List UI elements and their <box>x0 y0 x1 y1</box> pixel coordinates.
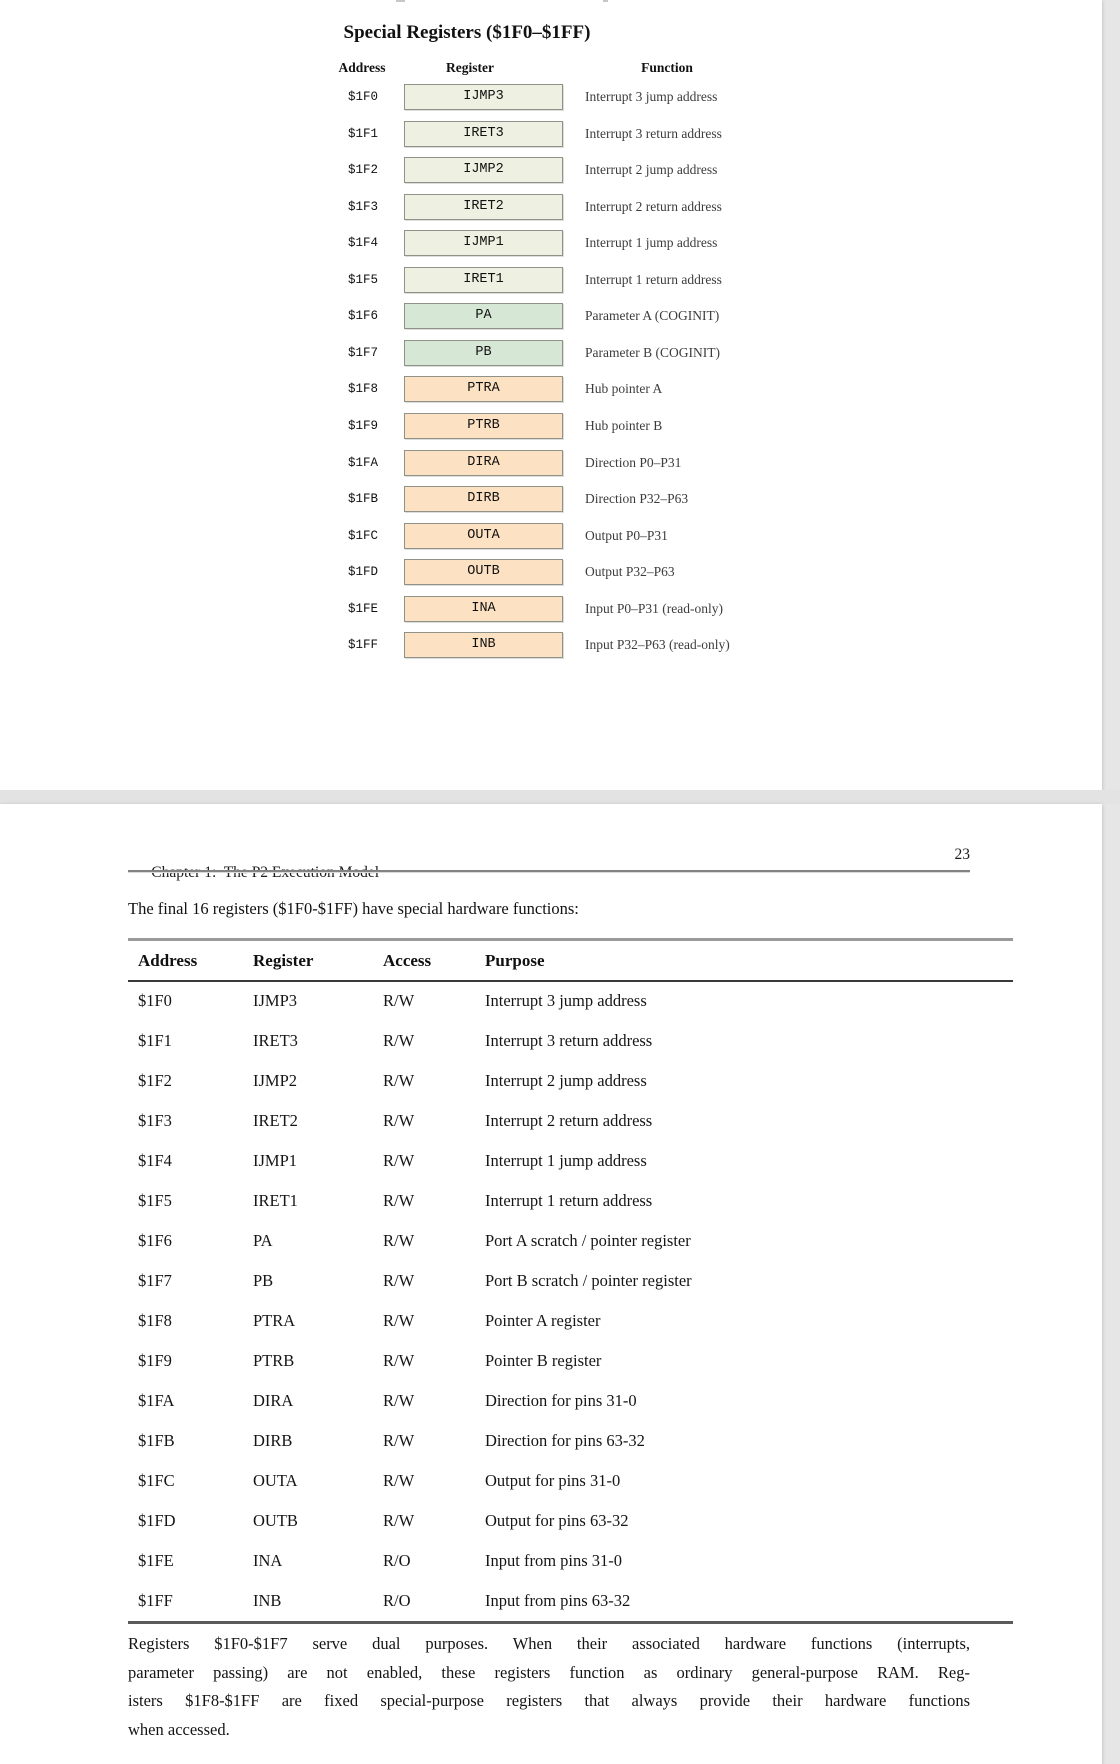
register-box: PA <box>404 303 563 329</box>
paragraph-line: when accessed. <box>128 1719 230 1739</box>
register-box: DIRA <box>404 450 563 476</box>
table-cell: $1F6 <box>138 1231 172 1250</box>
table-cell: R/W <box>383 1311 415 1330</box>
table-cell: PB <box>253 1271 274 1290</box>
table-header-access: Access <box>383 951 432 970</box>
table-row <box>128 1061 1013 1101</box>
table-cell: PTRA <box>253 1311 296 1330</box>
table-header-register: Register <box>253 951 314 970</box>
table-cell: PA <box>253 1231 273 1250</box>
table-cell: R/W <box>383 1071 415 1090</box>
register-row <box>0 559 1102 585</box>
register-function: Interrupt 3 return address <box>585 125 722 141</box>
register-diagram <box>0 84 1102 684</box>
table-cell: Interrupt 1 return address <box>485 1191 653 1210</box>
table-cell: R/W <box>383 1031 415 1050</box>
table-cell: IRET1 <box>253 1191 298 1210</box>
register-row <box>0 632 1102 658</box>
register-function: Output P32–P63 <box>585 564 675 580</box>
table-header-address: Address <box>138 951 198 970</box>
register-box: PB <box>404 340 563 366</box>
table-cell: Port B scratch / pointer register <box>485 1271 692 1290</box>
intro-sentence: The final 16 registers ($1F0-$1FF) have special hardware functions: <box>128 899 579 918</box>
register-address: $1F4 <box>347 236 378 251</box>
register-function: Hub pointer A <box>585 381 663 397</box>
register-address: $1F7 <box>347 345 378 360</box>
register-row <box>0 194 1102 220</box>
figure-column-header-address: Address <box>338 60 386 75</box>
table-cell: $1F9 <box>138 1351 172 1370</box>
paragraph-line: Registers $1F0-$1F7 serve dual purposes. When their associated hardware functions (interrupts, <box>128 1634 970 1653</box>
table-cell: $1F2 <box>138 1071 172 1090</box>
register-box: IRET3 <box>404 121 563 147</box>
table-row <box>128 1341 1013 1381</box>
table-row <box>128 1421 1013 1461</box>
table-cell: Interrupt 3 return address <box>485 1031 653 1050</box>
register-function: Parameter B (COGINIT) <box>585 344 720 360</box>
table-row <box>128 1021 1013 1061</box>
register-box: INB <box>404 632 563 658</box>
register-function: Interrupt 1 return address <box>585 271 722 287</box>
figure-column-header-function: Function <box>641 60 693 75</box>
register-address: $1FA <box>347 455 378 470</box>
figure-title: Special Registers ($1F0–$1FF) <box>343 22 591 43</box>
register-function: Input P32–P63 (read-only) <box>585 637 730 653</box>
table-cell: Port A scratch / pointer register <box>485 1231 691 1250</box>
table-cell: $1FC <box>138 1471 175 1490</box>
table-row <box>128 1541 1013 1581</box>
table-row <box>128 981 1013 1021</box>
register-function: Interrupt 2 return address <box>585 198 722 214</box>
table-cell: $1FB <box>138 1431 175 1450</box>
body-paragraph <box>128 1630 970 1744</box>
table-cell: $1F3 <box>138 1111 172 1130</box>
table-cell: R/W <box>383 1231 415 1250</box>
register-address: $1FB <box>347 492 378 506</box>
register-box: OUTB <box>404 559 563 585</box>
table-cell: Direction for pins 63-32 <box>485 1431 645 1450</box>
page-1 <box>0 0 1102 790</box>
figure-column-header-register: Register <box>446 60 494 75</box>
register-address: $1FF <box>347 638 378 653</box>
table-cell: DIRB <box>253 1431 293 1450</box>
table-cell: R/W <box>383 1471 415 1490</box>
table-cell: $1F4 <box>138 1151 172 1170</box>
table-row <box>128 1581 1013 1621</box>
table-cell: OUTB <box>253 1511 298 1530</box>
register-row <box>0 413 1102 439</box>
table-cell: $1F1 <box>138 1031 172 1050</box>
register-address: $1F3 <box>347 199 378 214</box>
table-cell: PTRB <box>253 1351 295 1370</box>
register-address: $1FC <box>347 528 378 543</box>
register-address: $1F1 <box>347 126 378 141</box>
table-cell: IRET2 <box>253 1111 298 1130</box>
register-function: Direction P32–P63 <box>585 491 689 506</box>
table-row <box>128 1501 1013 1541</box>
register-box: PTRA <box>404 376 563 402</box>
header-rule <box>128 870 970 873</box>
table-cell: R/W <box>383 1391 415 1410</box>
table-cell: Interrupt 1 jump address <box>485 1151 647 1170</box>
register-row <box>0 596 1102 622</box>
table-cell: Pointer B register <box>485 1351 602 1370</box>
table-header-purpose: Purpose <box>485 951 545 970</box>
table-cell: $1FF <box>138 1591 173 1610</box>
register-box: INA <box>404 596 563 622</box>
table-cell: R/W <box>383 1271 415 1290</box>
register-function: Output P0–P31 <box>585 527 668 543</box>
register-box: IRET2 <box>404 194 563 220</box>
register-address: $1FD <box>347 565 378 580</box>
table-cell: IJMP2 <box>253 1071 298 1090</box>
table-row <box>128 1461 1013 1501</box>
table-cell: R/W <box>383 1351 415 1370</box>
table-cell: DIRA <box>253 1391 294 1410</box>
register-function: Direction P0–P31 <box>585 454 682 470</box>
table-cell: R/W <box>383 1431 415 1450</box>
table-cell: $1FA <box>138 1391 175 1410</box>
register-row <box>0 84 1102 110</box>
register-row <box>0 267 1102 293</box>
table-cell: R/W <box>383 1151 415 1170</box>
table-cell: INA <box>253 1551 283 1570</box>
table-cell: R/W <box>383 991 415 1010</box>
page-2 <box>0 804 1102 1764</box>
register-box: PTRB <box>404 413 563 439</box>
table-cell: R/O <box>383 1591 411 1610</box>
register-function: Interrupt 1 jump address <box>585 235 718 251</box>
register-box: IJMP2 <box>404 157 563 183</box>
register-function: Interrupt 3 jump address <box>585 89 718 104</box>
table-cell: IRET3 <box>253 1031 298 1050</box>
table-cell: $1FD <box>138 1511 176 1530</box>
table-row <box>128 1141 1013 1181</box>
register-address: $1F9 <box>347 418 378 433</box>
table-row <box>128 1381 1013 1421</box>
register-box: OUTA <box>404 523 563 549</box>
register-box: IRET1 <box>404 267 563 293</box>
table-cell: $1F0 <box>138 991 172 1010</box>
register-function: Parameter A (COGINIT) <box>585 308 720 324</box>
table-row <box>128 1101 1013 1141</box>
register-box: DIRB <box>404 486 563 512</box>
paragraph-line: isters $1F8-$1FF are fixed special-purpose registers that always provide their hardware functions <box>128 1691 970 1711</box>
register-address: $1F0 <box>347 90 378 104</box>
register-row <box>0 121 1102 147</box>
table-cell: R/O <box>383 1551 411 1570</box>
register-row <box>0 340 1102 366</box>
table-cell: R/W <box>383 1191 415 1210</box>
register-box: IJMP3 <box>404 84 563 110</box>
register-row <box>0 157 1102 183</box>
table-top-rule <box>128 938 1013 941</box>
table-cell: INB <box>253 1591 282 1610</box>
paragraph-line: parameter passing) are not enabled, these registers function as ordinary general-purpose RAM. Reg- <box>128 1662 970 1682</box>
table-cell: IJMP1 <box>253 1151 298 1170</box>
register-row <box>0 523 1102 549</box>
table-cell: Input from pins 63-32 <box>485 1591 631 1610</box>
table-cell: $1F5 <box>138 1191 172 1210</box>
register-function: Interrupt 2 jump address <box>585 162 718 178</box>
table-header-row <box>128 944 1013 978</box>
table-cell: Output for pins 31-0 <box>485 1471 621 1490</box>
table-cell: Interrupt 2 jump address <box>485 1071 647 1090</box>
table-row <box>128 1261 1013 1301</box>
register-address: $1F5 <box>347 272 378 287</box>
table-cell: $1F7 <box>138 1271 172 1290</box>
table-bottom-rule <box>128 1621 1013 1624</box>
page-gap <box>0 790 1120 804</box>
page-number: 23 <box>954 846 970 863</box>
table-cell: OUTA <box>253 1471 298 1490</box>
table-cell: R/W <box>383 1111 415 1130</box>
register-address: $1F8 <box>347 382 378 397</box>
register-box: IJMP1 <box>404 230 563 256</box>
register-row <box>0 230 1102 256</box>
table-row <box>128 1221 1013 1261</box>
register-address: $1F6 <box>347 309 378 324</box>
table-body <box>128 981 1013 1621</box>
cutoff-text-artifact <box>396 0 405 2</box>
register-function: Hub pointer B <box>585 417 663 433</box>
register-address: $1FE <box>347 601 378 616</box>
table-cell: Interrupt 2 return address <box>485 1111 653 1130</box>
register-row <box>0 450 1102 476</box>
table-cell: $1FE <box>138 1551 174 1570</box>
register-row <box>0 486 1102 512</box>
table-cell: R/W <box>383 1511 415 1530</box>
register-address: $1F2 <box>347 163 378 178</box>
register-row <box>0 303 1102 329</box>
table-cell: Input from pins 31-0 <box>485 1551 623 1570</box>
table-cell: IJMP3 <box>253 991 298 1010</box>
table-row <box>128 1181 1013 1221</box>
table-cell: Output for pins 63-32 <box>485 1511 629 1530</box>
table-cell: Interrupt 3 jump address <box>485 991 647 1010</box>
table-cell: Pointer A register <box>485 1311 601 1330</box>
cutoff-text-artifact <box>603 0 608 2</box>
table-cell: Direction for pins 31-0 <box>485 1391 637 1410</box>
table-cell: $1F8 <box>138 1311 172 1330</box>
table-row <box>128 1301 1013 1341</box>
register-function: Input P0–P31 (read-only) <box>585 600 723 616</box>
register-row <box>0 376 1102 402</box>
